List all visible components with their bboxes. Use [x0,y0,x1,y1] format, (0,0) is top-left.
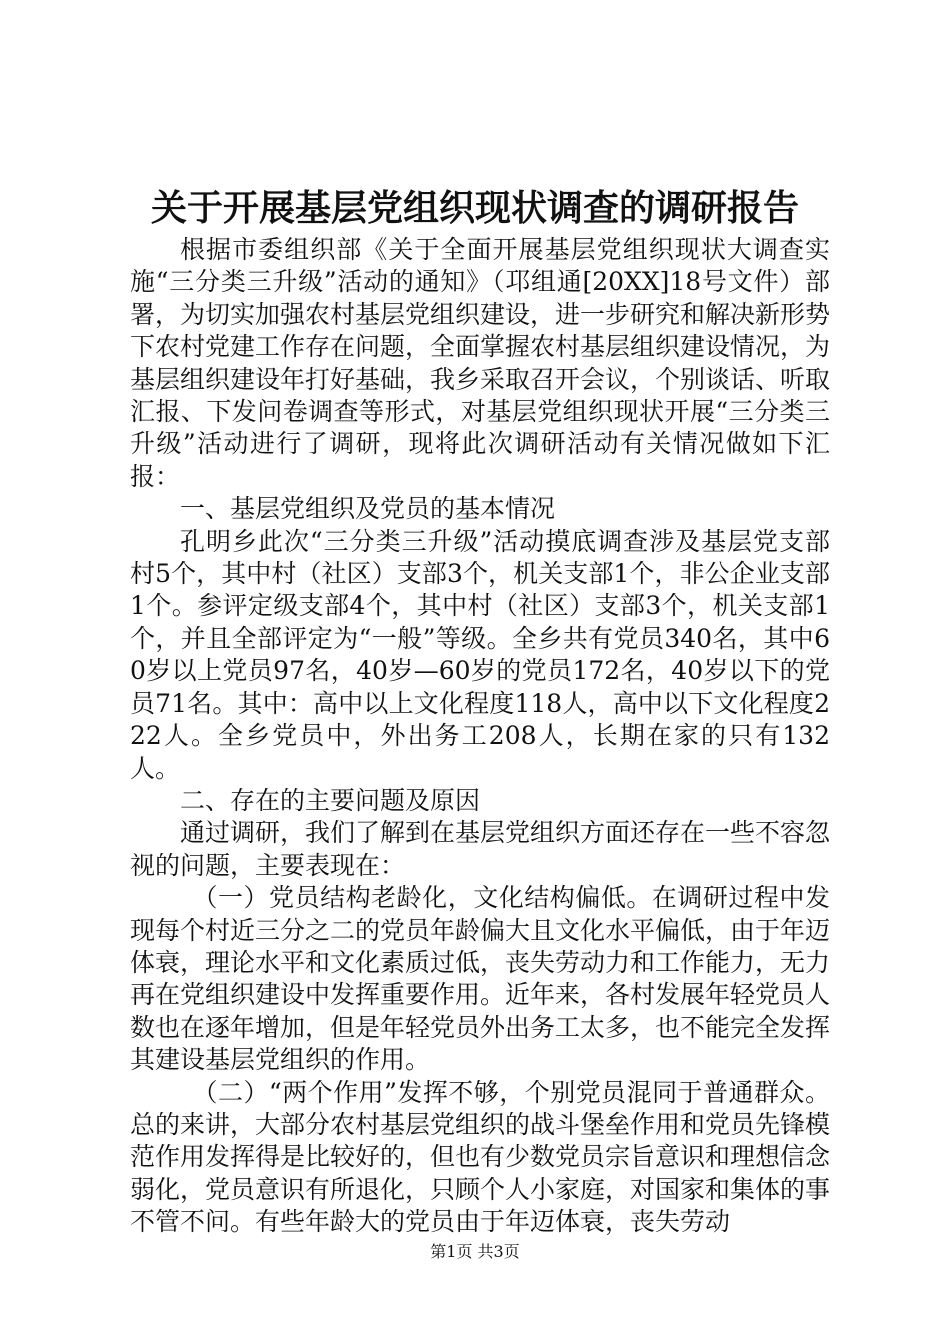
section-heading-1: 一、基层党组织及党员的基本情况 [180,494,556,524]
paragraph-problem-1: （一）党员结构老龄化，文化结构偏低。在调研过程中发现每个村近三分之二的党员年龄偏大且文化水平偏低，由于年迈体衰，理论水平和文化素质过低，丧失劳动力和工作能力，无力再在党组织建设中发挥重要作用。近年来，各村发展年轻党员人数也在逐年增加，但是年轻党员外出务工太多，也不能完全发挥其建设基层党组织的作用。 [130,883,831,1075]
paragraph-basic-situation: 孔明乡此次“三分类三升级”活动摸底调查涉及基层党支部村5个，其中村（社区）支部3个，机关支部1个，非公企业支部1个。参评定级支部4个，其中村（社区）支部3个，机关支部1个，并且全部评定为“一般”等级。全乡共有党员340名，其中60岁以上党员97名，40岁—60岁的党员172名，40岁以下的党员71名。其中：高中以上文化程度118人，高中以下文化程度222人。全乡党员中，外出务工208人，长期在家的只有132人。 [130,526,830,783]
paragraph-intro: 根据市委组织部《关于全面开展基层党组织现状大调查实施“三分类三升级”活动的通知》（邛组通[20XX]18号文件）部署，为切实加强农村基层党组织建设，进一步研究和解决新形势下农村党建工作存在问题，全面掌握农村基层组织建设情况，为基层组织建设年打好基础，我乡采取召开会议，个别谈话、听取汇报、下发问卷调查等形式，对基层党组织现状开展“三分类三升级”活动进行了调研，现将此次调研活动有关情况做如下汇报： [130,235,831,491]
document-title: 关于开展基层党组织现状调查的调研报告 [150,187,799,229]
document-body [130,234,830,1239]
paragraph-problem-2: （二）“两个作用”发挥不够，个别党员混同于普通群众。总的来讲，大部分农村基层党组织的战斗堡垒作用和党员先锋模范作用发挥得是比较好的，但也有少数党员宗旨意识和理想信念弱化，党员意识有所退化，只顾个人小家庭，对国家和集体的事不管不问。有些年龄大的党员由于年迈体衰，丧失劳动 [130,1077,831,1237]
paragraph-problems-intro: 通过调研，我们了解到在基层党组织方面还存在一些不容忽视的问题，主要表现在： [130,818,831,880]
section-heading-2: 二、存在的主要问题及原因 [180,785,481,815]
page-footer: 第1页 共3页 [430,1242,520,1261]
